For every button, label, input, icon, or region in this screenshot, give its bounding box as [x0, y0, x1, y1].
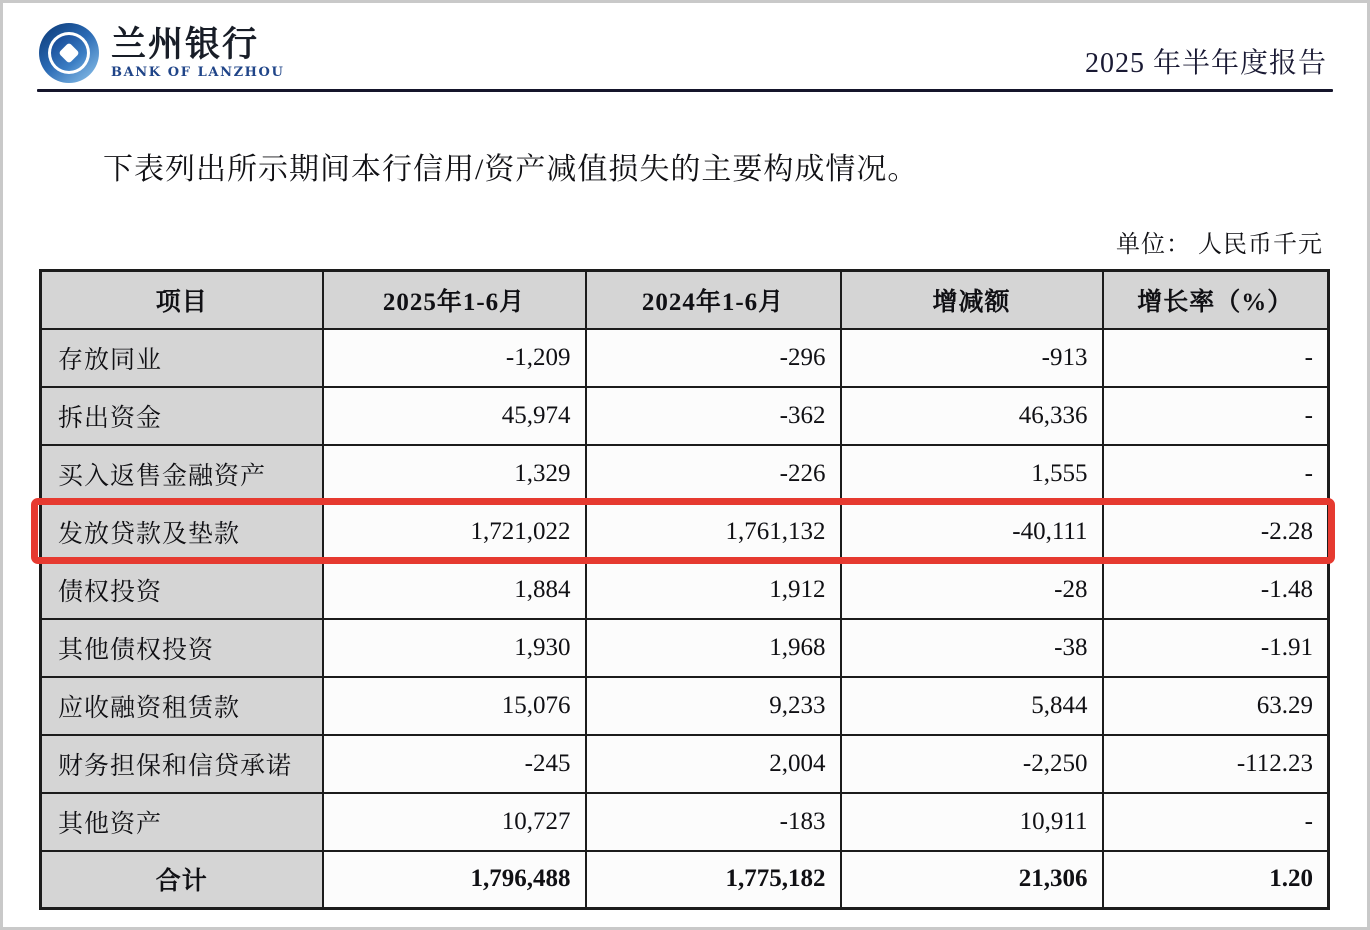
cell-growth: -1.48 — [1103, 561, 1329, 619]
cell-change: 46,336 — [841, 387, 1103, 445]
cell-2024: 2,004 — [586, 735, 841, 793]
table-header-row — [41, 271, 1329, 329]
coin-hole-shape — [58, 42, 79, 63]
cell-2024: -362 — [586, 387, 841, 445]
row-label: 债权投资 — [41, 561, 323, 619]
cell-growth: -2.28 — [1103, 503, 1329, 561]
bank-logo-text — [111, 24, 285, 80]
row-label: 财务担保和信贷承诺 — [41, 735, 323, 793]
impairment-table-wrap — [39, 269, 1327, 910]
cell-2024: -226 — [586, 445, 841, 503]
bank-name-cn: 兰州银行 — [111, 24, 260, 65]
cell-growth: -1.91 — [1103, 619, 1329, 677]
table-row — [41, 445, 1329, 503]
cell-2024: 1,761,132 — [586, 503, 841, 561]
cell-2025: 45,974 — [323, 387, 586, 445]
col-header-growth: 增长率（%） — [1103, 271, 1329, 329]
cell-change: 21,306 — [841, 851, 1103, 909]
cell-2024: 1,968 — [586, 619, 841, 677]
bank-logo — [39, 23, 284, 83]
table-row — [41, 793, 1329, 851]
cell-change: 5,844 — [841, 677, 1103, 735]
bank-name-en: BANK OF LANZHOU — [111, 64, 285, 80]
cell-growth: - — [1103, 329, 1329, 387]
coin-logo-icon — [39, 23, 99, 83]
row-label: 合计 — [41, 851, 323, 909]
cell-change: -28 — [841, 561, 1103, 619]
cell-2025: 1,930 — [323, 619, 586, 677]
col-header-item: 项目 — [41, 271, 323, 329]
row-label: 发放贷款及垫款 — [41, 503, 323, 561]
cell-2024: 1,775,182 — [586, 851, 841, 909]
cell-2025: 15,076 — [323, 677, 586, 735]
table-row — [41, 677, 1329, 735]
cell-change: 10,911 — [841, 793, 1103, 851]
header-divider — [37, 89, 1333, 92]
cell-growth: - — [1103, 387, 1329, 445]
table-total-row — [41, 851, 1329, 909]
cell-2025: 1,796,488 — [323, 851, 586, 909]
cell-growth: - — [1103, 445, 1329, 503]
table-row — [41, 329, 1329, 387]
row-label: 拆出资金 — [41, 387, 323, 445]
table-row — [41, 735, 1329, 793]
cell-change: -2,250 — [841, 735, 1103, 793]
row-label: 存放同业 — [41, 329, 323, 387]
cell-2025: -245 — [323, 735, 586, 793]
cell-growth: 63.29 — [1103, 677, 1329, 735]
cell-2025: -1,209 — [323, 329, 586, 387]
col-header-2025: 2025年1-6月 — [323, 271, 586, 329]
col-header-change: 增减额 — [841, 271, 1103, 329]
table-row — [41, 387, 1329, 445]
page-header — [3, 3, 1367, 89]
cell-2024: -296 — [586, 329, 841, 387]
cell-change: 1,555 — [841, 445, 1103, 503]
cell-2024: 9,233 — [586, 677, 841, 735]
cell-2025: 10,727 — [323, 793, 586, 851]
cell-2025: 1,884 — [323, 561, 586, 619]
cell-2025: 1,329 — [323, 445, 586, 503]
unit-note: 单位： 人民币千元 — [1116, 232, 1323, 258]
col-header-2024: 2024年1-6月 — [586, 271, 841, 329]
cell-2025: 1,721,022 — [323, 503, 586, 561]
row-label: 其他债权投资 — [41, 619, 323, 677]
impairment-table — [39, 269, 1330, 910]
cell-growth: -112.23 — [1103, 735, 1329, 793]
cell-change: -40,111 — [841, 503, 1103, 561]
cell-growth: - — [1103, 793, 1329, 851]
cell-2024: 1,912 — [586, 561, 841, 619]
cell-change: -38 — [841, 619, 1103, 677]
intro-paragraph: 下表列出所示期间本行信用/资产减值损失的主要构成情况。 — [103, 153, 919, 186]
table-row-highlighted — [41, 503, 1329, 561]
report-title: 2025 年半年度报告 — [1084, 48, 1327, 79]
table-row — [41, 619, 1329, 677]
row-label: 其他资产 — [41, 793, 323, 851]
row-label: 应收融资租赁款 — [41, 677, 323, 735]
table-row — [41, 561, 1329, 619]
cell-growth: 1.20 — [1103, 851, 1329, 909]
cell-2024: -183 — [586, 793, 841, 851]
row-label: 买入返售金融资产 — [41, 445, 323, 503]
cell-change: -913 — [841, 329, 1103, 387]
